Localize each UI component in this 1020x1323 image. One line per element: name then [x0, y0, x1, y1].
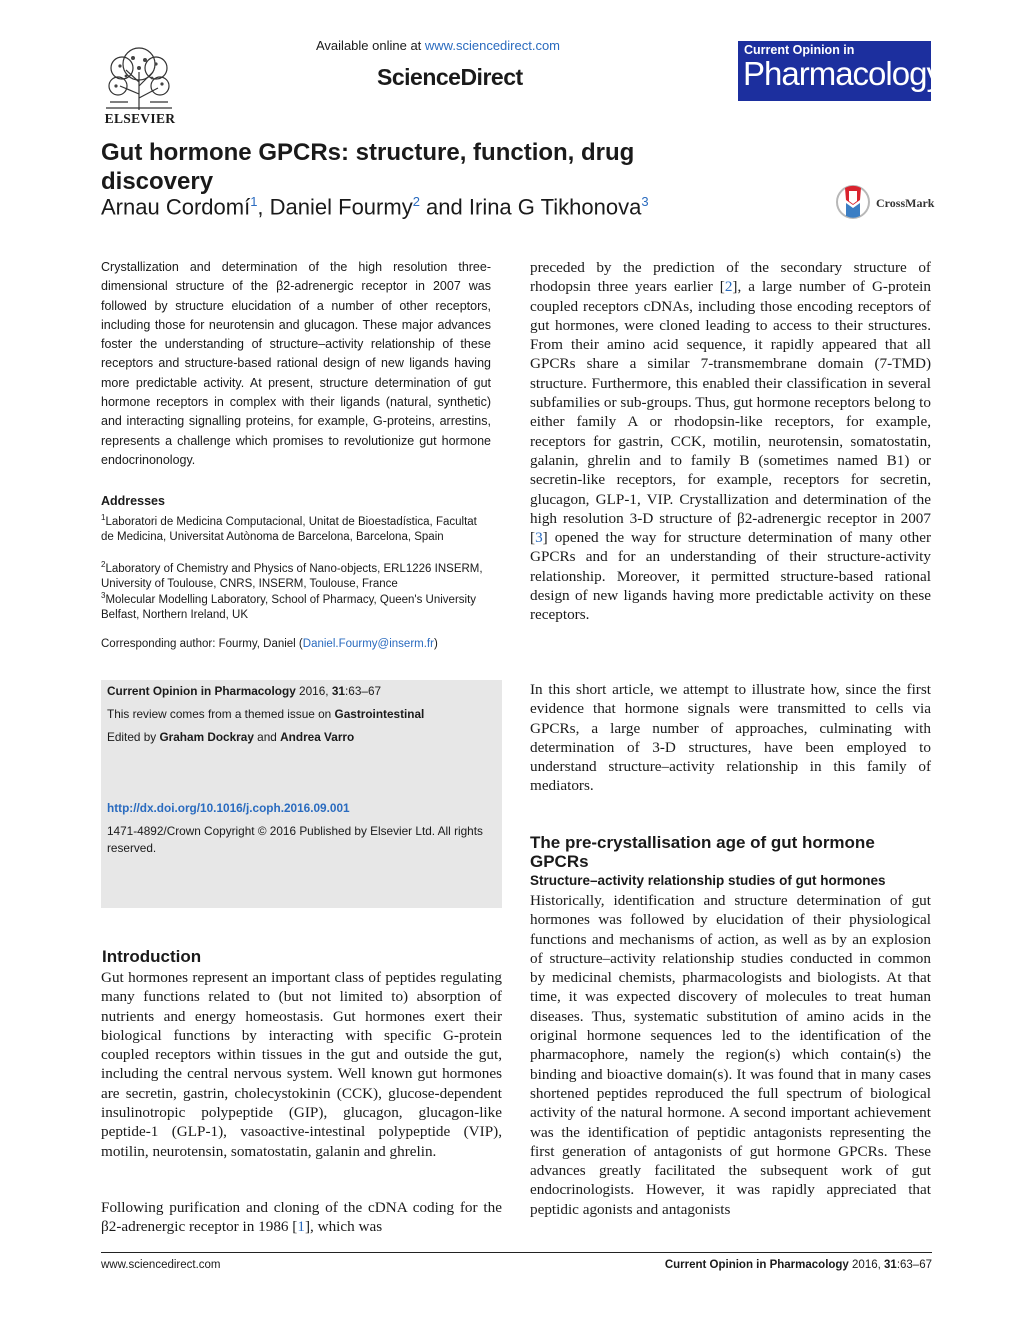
address-number: 2 [101, 560, 106, 569]
abstract: Crystallization and determination of the high resolution three-dimensional structure of the β2-adrenergic receptor in 2007 was followed by structure elucidation of a number of other receptors, including those for neurotensin and glucagon. These major advances foster the understanding of structure–activity relationship of these receptors and structure-based rational design of new ligands having more predictable activity. At present, structure determination of gut hormone receptors in complex with their ligands (natural, synthetic) and interacting signalling proteins, for example, G-proteins, arrestins, represents a challenge which promises to revolutionize gut hormone endocrinonology. [101, 260, 491, 467]
journal-banner-line1: Current Opinion in [744, 43, 855, 57]
infobox-theme: This review comes from a themed issue on Gastrointestinal [107, 707, 425, 721]
introduction-paragraph: Gut hormones represent an important class of peptides regulating many functions related to (but not limited to) absorption of nutrients and energy homeostasis. Gut hormones exert their biological functions by interacting with specific G-protein coupled receptors within tissues in the gut and outside the gut, including the central nervous system. Well known gut hormones are secretin, gastrin, cholecystokinin (CCK), glucose-dependent insulinotropic polypeptide (GIP), glucagon, glucagon-like peptide-1 (GLP-1), vasoactive-intestinal polypeptide (VIP), motilin, neurotensin, somatostatin, galanin and ghrelin. [101, 969, 502, 1160]
body-paragraph: Historically, identification and structure determination of gut hormones was followed by elucidation of their physiological functions and mechanisms of action, as well as by an explosion of structure–activity relationship studies conducted in common by medicinal chemists, pharmacologists and biologists. At that time, it was expected discovery of molecules to treat human diseases. Thus, systematic substitution of amino acids in the original hormone sequences led to the identification of the pharmacophore, namely the region(s) which contain(s) the binding and bioactive domain(s). It was found that in many cases shortened peptides reproduced the full spectrum of biological activity of the natural hormone. A second important achievement was the identification of peptidic antagonists representing the first generation of antagonists of gut hormone GPCRs. These advances greatly facilitated the subsequent work of gut endocrinologists. However, it was rapidly appreciated that peptidic agonists and antagonists [530, 892, 931, 1218]
author-affiliation-link[interactable]: 2 [412, 194, 420, 209]
body-paragraph: preceded by the prediction of the secondary structure of rhodopsin three years earlier [2], a large number of G-protein coupled receptors cDNAs, including those encoding receptors of gut hormones, were cloned leading to access to their structures. From their amino acid sequence, it rapidly appeared that all GPCRs share a similar 7-transmembrane domain (7-TMD) structure. Furthermore, this enabled their classification in several subfamilies or sub-groups. Thus, gut hormone receptors belong to either family A or rhodopsin-like receptors, for example, receptors for gastrin, CCK, motilin, neurotensin, somatostatin, galanin, ghrelin and to family B (sometimes named B1) or secretin-like receptors, for example, receptors for secretin, glucagon, GLP-1, VIP. Crystallization and determination of the high resolution 3-D structure of β2-adrenergic receptor in 2007 [3] opened the way for structure determination of many other GPCRs and for an understanding of their structure-activity relationship. Moreover, it permitted structure-based rational design of new ligands having more predictable activity on these receptors. [530, 259, 931, 624]
footer-divider [101, 1252, 932, 1253]
journal-banner [738, 41, 942, 101]
author-name: Daniel Fourmy [269, 194, 413, 220]
journal-banner-line2: Pharmacology [743, 55, 942, 92]
address-number: 1 [101, 513, 106, 522]
introduction-heading: Introduction [102, 947, 202, 966]
address-item [101, 510, 491, 546]
reference-link[interactable]: 2 [724, 278, 733, 296]
address-item [101, 588, 491, 624]
address-number: 3 [101, 591, 106, 600]
article-info-box [101, 680, 502, 908]
author-name: Irina G Tikhonova [468, 194, 642, 220]
section-heading: The pre-crystallisation age of gut hormone GPCRs [530, 833, 875, 871]
infobox-doi [107, 800, 495, 817]
footer-citation: Current Opinion in Pharmacology 2016, 31:63–67 [664, 1259, 932, 1271]
author-name: Arnau Cordomí [101, 194, 251, 220]
available-online-text: Available online at [316, 38, 425, 53]
author-list: Arnau Cordomí$^1$, Daniel Fourmy$^2$ and Irina G Tikhonova$^3$ [101, 194, 649, 220]
publisher-name: ELSEVIER [104, 111, 176, 126]
introduction-paragraph: Following purification and cloning of the cDNA coding for the β2-adrenergic receptor in 1986 [1], which was [101, 1199, 502, 1236]
addresses-heading: Addresses [101, 494, 165, 508]
author-affiliation-link[interactable]: 1 [250, 194, 258, 209]
corresponding-author: Corresponding author: Fourmy, Daniel (Daniel.Fourmy@inserm.fr) [101, 638, 438, 650]
infobox-editors: Edited by Graham Dockray and Andrea Varro [107, 730, 355, 744]
sciencedirect-link[interactable]: www.sciencedirect.com [424, 38, 561, 53]
infobox-copyright: 1471-4892/Crown Copyright © 2016 Published by Elsevier Ltd. All rights reserved. [107, 824, 483, 855]
crossmark-badge[interactable] [836, 183, 936, 223]
subsection-heading: Structure–activity relationship studies of gut hormones [530, 873, 886, 888]
available-online [316, 38, 560, 53]
author-affiliation-link[interactable]: 3 [641, 194, 649, 209]
crossmark-icon [837, 186, 869, 218]
doi-link[interactable]: http://dx.doi.org/10.1016/j.coph.2016.09.001 [107, 801, 350, 815]
infobox-citation: Current Opinion in Pharmacology 2016, 31:63–67 [107, 684, 382, 698]
corresponding-email-link[interactable]: Daniel.Fourmy@inserm.fr [302, 638, 434, 650]
address-text: Laboratori de Medicina Computacional, Unitat de Bioestadística, Facultat de Medicina, Universitat Autònoma de Barcelona, Barcelona, Spain [101, 515, 477, 544]
reference-link[interactable]: 3 [535, 529, 543, 547]
body-paragraph: In this short article, we attempt to illustrate how, since the first evidence that hormone signals were transmitted to cells via GPCRs, a large number of approaches, culminating with determination of 3-D structures, have been employed to understand structure–activity relationship in this family of mediators. [530, 681, 931, 795]
sciencedirect-wordmark: ScienceDirect [377, 64, 523, 90]
address-text: Molecular Modelling Laboratory, School of Pharmacy, Queen's University Belfast, Northern Ireland, UK [101, 593, 477, 622]
article-title: Gut hormone GPCRs: structure, function, drug discovery [101, 139, 635, 195]
footer-website: www.sciencedirect.com [101, 1259, 221, 1271]
crossmark-label: CrossMark [876, 196, 935, 210]
reference-link[interactable]: 1 [297, 1218, 305, 1236]
address-text: Laboratory of Chemistry and Physics of Nano-objects, ERL1226 INSERM, University of Toulouse, CNRS, INSERM, Toulouse, France [101, 562, 483, 591]
